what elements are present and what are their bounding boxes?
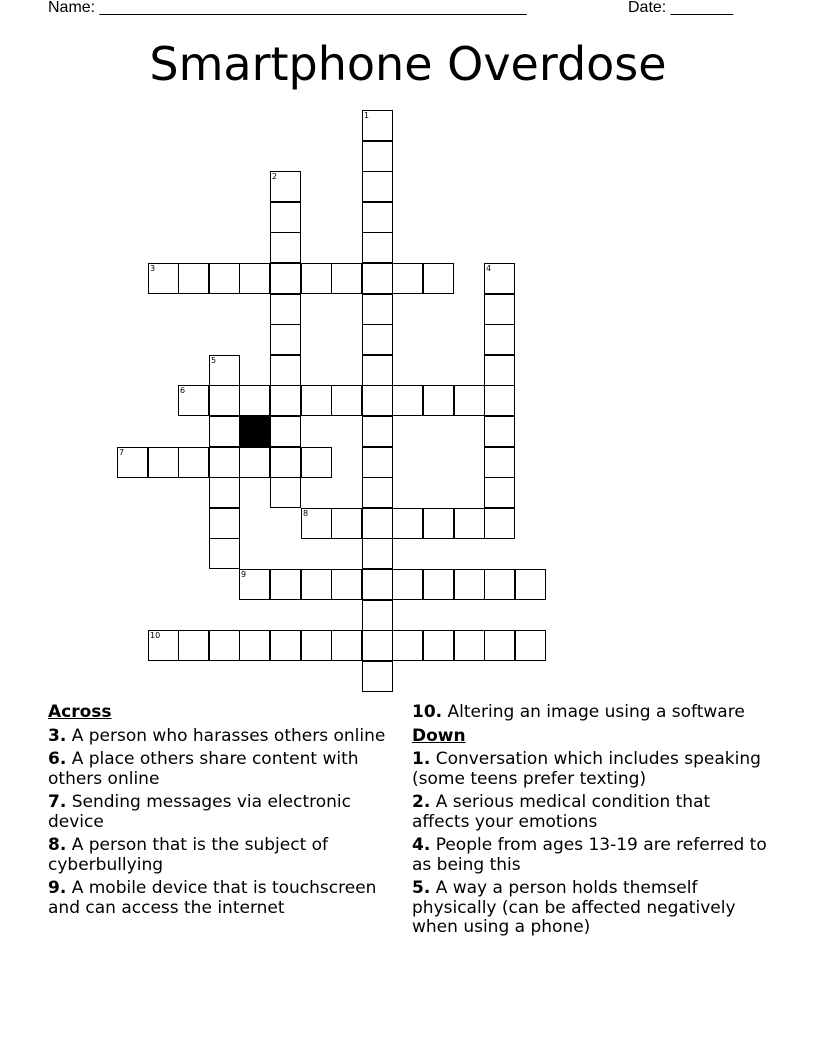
grid-cell[interactable]	[270, 569, 301, 600]
clue-number: 6.	[48, 749, 67, 769]
clue-text: A place others share content with others online	[48, 749, 359, 789]
grid-cell[interactable]	[209, 477, 240, 508]
clue-text: A serious medical condition that affects your emotions	[412, 792, 711, 832]
grid-cell[interactable]	[148, 263, 179, 294]
down-clues	[412, 703, 772, 942]
grid-cell[interactable]	[362, 477, 393, 508]
grid-cell[interactable]	[209, 416, 240, 447]
grid-cell[interactable]	[301, 263, 332, 294]
clue-number: 7.	[48, 792, 67, 812]
grid-cell[interactable]	[484, 294, 515, 325]
grid-cell[interactable]	[270, 477, 301, 508]
grid-cell[interactable]	[178, 630, 209, 661]
grid-cell[interactable]	[209, 263, 240, 294]
across-clues	[48, 703, 388, 922]
clue-number: 9.	[48, 878, 67, 898]
grid-cell[interactable]	[239, 263, 270, 294]
grid-cell[interactable]	[484, 508, 515, 539]
black-square	[239, 416, 270, 447]
grid-cell[interactable]	[178, 385, 209, 416]
cell-number: 8	[303, 509, 309, 518]
grid-cell[interactable]	[270, 263, 301, 294]
cell-number: 6	[180, 386, 186, 395]
name-date-header	[48, 0, 768, 19]
grid-cell[interactable]	[484, 477, 515, 508]
cell-number: 7	[119, 448, 125, 457]
grid-cell[interactable]	[454, 569, 485, 600]
puzzle-title: Smartphone Overdose	[149, 37, 667, 91]
grid-cell[interactable]	[270, 232, 301, 263]
grid-cell[interactable]	[270, 171, 301, 202]
clue-number: 2.	[412, 792, 431, 812]
grid-cell[interactable]	[454, 508, 485, 539]
clue-down-1	[412, 750, 772, 789]
grid-cell[interactable]	[301, 447, 332, 478]
grid-cell[interactable]	[209, 385, 240, 416]
grid-cell[interactable]	[117, 447, 148, 478]
grid-cell[interactable]	[362, 385, 393, 416]
grid-cell[interactable]	[270, 324, 301, 355]
grid-cell[interactable]	[454, 385, 485, 416]
clue-number: 3.	[48, 725, 67, 746]
clue-down-5	[412, 879, 772, 938]
across-heading: Across	[48, 702, 112, 722]
grid-cell[interactable]	[423, 263, 454, 294]
grid-cell[interactable]	[454, 630, 485, 661]
grid-cell[interactable]	[392, 263, 423, 294]
grid-cell[interactable]	[362, 630, 393, 661]
grid-cell[interactable]	[270, 385, 301, 416]
grid-cell[interactable]	[239, 447, 270, 478]
grid-cell[interactable]	[178, 447, 209, 478]
grid-cell[interactable]	[270, 630, 301, 661]
clue-across-8	[48, 836, 388, 875]
grid-cell[interactable]	[484, 416, 515, 447]
clue-across-10	[412, 703, 772, 723]
grid-cell[interactable]	[484, 324, 515, 355]
grid-cell[interactable]	[301, 569, 332, 600]
grid-cell[interactable]	[392, 385, 423, 416]
grid-cell[interactable]	[148, 447, 179, 478]
grid-cell[interactable]	[301, 385, 332, 416]
down-heading: Down	[412, 725, 466, 746]
grid-cell[interactable]	[362, 447, 393, 478]
grid-cell[interactable]	[484, 355, 515, 386]
grid-cell[interactable]	[362, 661, 393, 692]
cell-number: 4	[486, 264, 492, 273]
grid-cell[interactable]	[515, 569, 546, 600]
cell-number: 5	[211, 356, 217, 365]
clue-across-3	[48, 727, 388, 747]
grid-cell[interactable]	[362, 141, 393, 172]
grid-cell[interactable]	[362, 324, 393, 355]
grid-cell[interactable]	[209, 355, 240, 386]
grid-cell[interactable]	[270, 355, 301, 386]
grid-cell[interactable]	[362, 294, 393, 325]
grid-cell[interactable]	[331, 569, 362, 600]
clue-text: A person that is the subject of cyberbullying	[48, 835, 329, 875]
grid-cell[interactable]	[484, 447, 515, 478]
grid-cell[interactable]	[331, 385, 362, 416]
clue-across-6	[48, 750, 388, 789]
grid-cell[interactable]	[239, 630, 270, 661]
grid-cell[interactable]	[178, 263, 209, 294]
clue-text: People from ages 13-19 are referred to as being this	[412, 835, 767, 875]
grid-cell[interactable]	[423, 508, 454, 539]
clue-text: Conversation which includes speaking (some teens prefer texting)	[412, 749, 761, 789]
grid-cell[interactable]	[239, 569, 270, 600]
grid-cell[interactable]	[362, 232, 393, 263]
grid-cell[interactable]	[270, 202, 301, 233]
grid-cell[interactable]	[270, 294, 301, 325]
grid-cell[interactable]	[362, 416, 393, 447]
grid-cell[interactable]	[362, 171, 393, 202]
grid-cell[interactable]	[392, 569, 423, 600]
grid-cell[interactable]	[484, 630, 515, 661]
grid-cell[interactable]	[331, 630, 362, 661]
grid-cell[interactable]	[392, 508, 423, 539]
grid-cell[interactable]	[270, 447, 301, 478]
grid-cell[interactable]	[362, 110, 393, 141]
grid-cell[interactable]	[362, 263, 393, 294]
grid-cell[interactable]	[209, 630, 240, 661]
clue-number: 4.	[412, 835, 431, 855]
grid-cell[interactable]	[392, 630, 423, 661]
clue-text: Sending messages via electronic device	[48, 792, 351, 832]
clue-down-2	[412, 793, 772, 832]
cell-number: 10	[150, 631, 161, 640]
clue-text: Altering an image using a software	[447, 702, 745, 722]
grid-cell[interactable]	[209, 538, 240, 569]
clue-text: A way a person holds themself physically (can be affected negatively when using a phone)	[412, 878, 736, 937]
grid-cell[interactable]	[301, 508, 332, 539]
clue-across-7	[48, 793, 388, 832]
grid-cell[interactable]	[362, 538, 393, 569]
clue-number: 10.	[412, 702, 443, 722]
clue-number: 5.	[412, 878, 431, 898]
clue-number: 1.	[412, 749, 431, 769]
grid-cell[interactable]	[301, 630, 332, 661]
clue-across-9	[48, 879, 388, 918]
grid-cell[interactable]	[484, 263, 515, 294]
grid-cell[interactable]	[270, 416, 301, 447]
grid-cell[interactable]	[239, 385, 270, 416]
clue-text: A person who harasses others online	[71, 725, 386, 746]
grid-cell[interactable]	[362, 508, 393, 539]
grid-cell[interactable]	[331, 263, 362, 294]
clue-number: 8.	[48, 835, 67, 855]
grid-cell[interactable]	[484, 385, 515, 416]
grid-cell[interactable]	[423, 569, 454, 600]
cell-number: 9	[241, 570, 247, 579]
grid-cell[interactable]	[362, 600, 393, 631]
date-field[interactable]: Date: _______	[628, 0, 733, 16]
grid-cell[interactable]	[362, 569, 393, 600]
cell-number: 1	[364, 111, 370, 120]
grid-cell[interactable]	[515, 630, 546, 661]
grid-cell[interactable]	[209, 508, 240, 539]
cell-number: 3	[150, 264, 156, 273]
name-field[interactable]: Name: ________________________________________________	[48, 0, 527, 16]
grid-cell[interactable]	[148, 630, 179, 661]
grid-cell[interactable]	[423, 630, 454, 661]
grid-cell[interactable]	[362, 202, 393, 233]
grid-cell[interactable]	[209, 447, 240, 478]
grid-cell[interactable]	[331, 508, 362, 539]
cell-number: 2	[272, 172, 278, 181]
clue-text: A mobile device that is touchscreen and can access the internet	[48, 878, 377, 918]
grid-cell[interactable]	[484, 569, 515, 600]
grid-cell[interactable]	[423, 385, 454, 416]
clue-down-4	[412, 836, 772, 875]
grid-cell[interactable]	[362, 355, 393, 386]
